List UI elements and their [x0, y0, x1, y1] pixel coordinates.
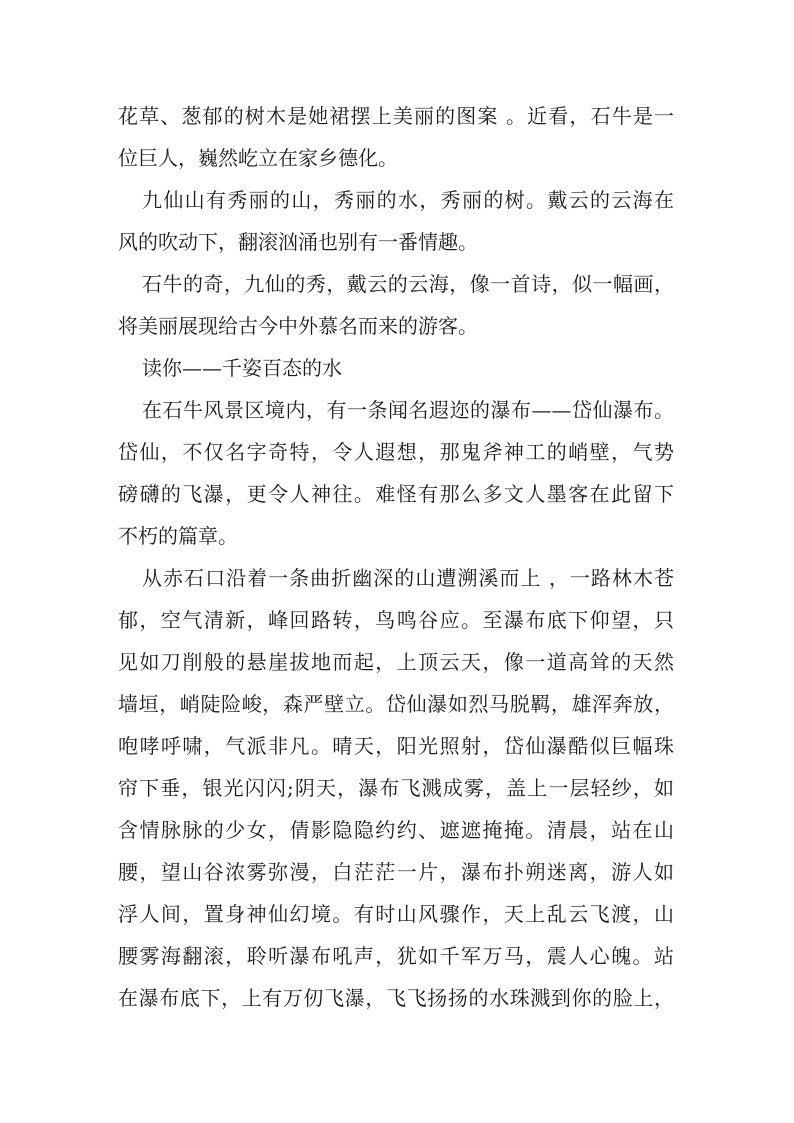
text-line: 在瀑布底下，上有万仞飞瀑，飞飞扬扬的水珠溅到你的脸上，: [118, 986, 674, 1010]
text-line: 咆哮呼啸，气派非凡。晴天，阳光照射，岱仙瀑酷似巨幅珠: [118, 734, 674, 758]
text-line: 岱仙，不仅名字奇特，令人遐想，那鬼斧神工的峭壁，气势: [118, 440, 674, 464]
text-line: 墙垣，峭陡险峻，森严壁立。岱仙瀑如烈马脱羁，雄浑奔放，: [118, 692, 674, 716]
text-line: 将美丽展现给古今中外慕名而来的游客。: [118, 314, 478, 338]
text-line: 九仙山有秀丽的山，秀丽的水，秀丽的树。戴云的云海在: [142, 188, 674, 212]
text-line: 石牛的奇，九仙的秀，戴云的云海，像一首诗，似一幅画，: [142, 272, 674, 296]
text-line: 不朽的篇章。: [118, 524, 238, 548]
text-line: 浮人间，置身神仙幻境。有时山风骤作，天上乱云飞渡，山: [118, 902, 674, 926]
text-line: 腰，望山谷浓雾弥漫，白茫茫一片，瀑布扑朔迷离，游人如: [118, 860, 674, 884]
text-line: 见如刀削般的悬崖拔地而起，上顶云天，像一道高耸的天然: [118, 650, 674, 674]
text-line: 在石牛风景区境内，有一条闻名遐迩的瀑布——岱仙瀑布。: [142, 398, 674, 422]
text-line: 腰雾海翻滚，聆听瀑布吼声，犹如千军万马，震人心魄。站: [118, 944, 674, 968]
text-line: 风的吹动下，翻滚汹涌也别有一番情趣。: [118, 230, 478, 254]
text-line: 帘下垂，银光闪闪;阴天，瀑布飞溅成雾，盖上一层轻纱，如: [118, 776, 674, 800]
section-heading: 读你——千姿百态的水: [142, 356, 342, 380]
text-line: 位巨人，巍然屹立在家乡德化。: [118, 146, 398, 170]
text-line: 从赤石口沿着一条曲折幽深的山遭溯溪而上 ，一路林木苍: [142, 566, 674, 590]
text-line: 含情脉脉的少女，倩影隐隐约约、遮遮掩掩。清晨，站在山: [118, 818, 674, 842]
text-line: 磅礴的飞瀑，更令人神往。难怪有那么多文人墨客在此留下: [118, 482, 674, 506]
text-line: 郁，空气清新，峰回路转，鸟鸣谷应。至瀑布底下仰望，只: [118, 608, 674, 632]
text-line: 花草、葱郁的树木是她裙摆上美丽的图案 。近看，石牛是一: [118, 104, 674, 128]
